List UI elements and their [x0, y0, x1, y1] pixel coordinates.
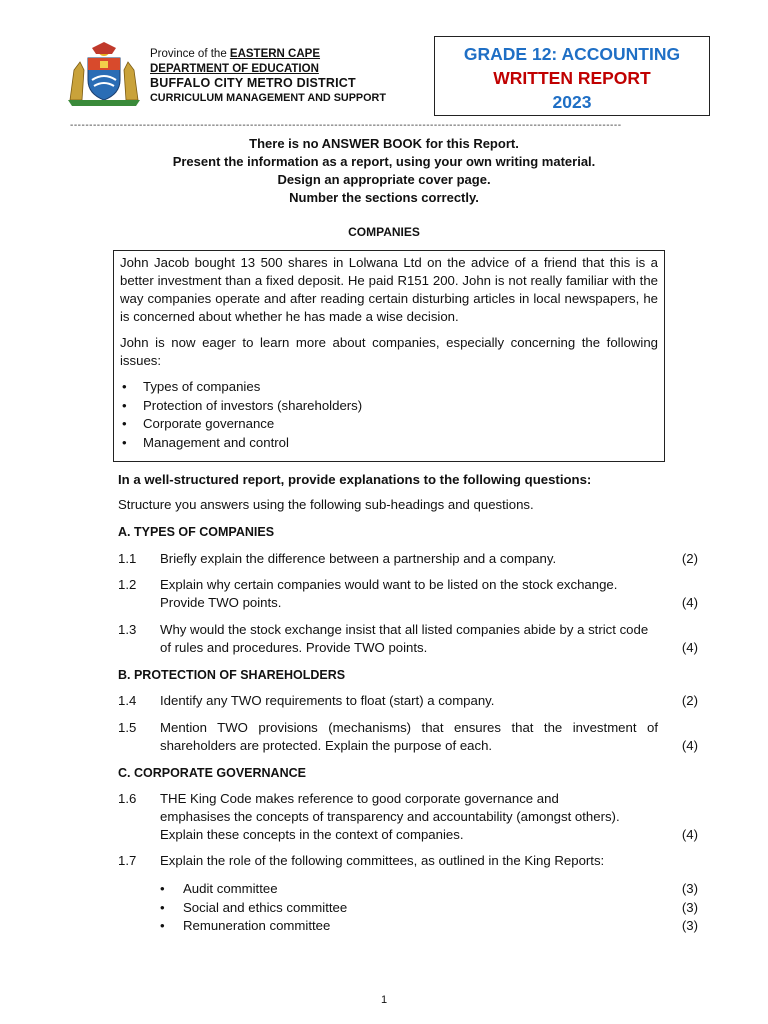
question-text: Explain why certain companies would want to be listed on the stock exchange. Provide TWO points.: [160, 577, 618, 610]
question-marks: (4): [681, 595, 698, 610]
list-item: • Corporate governance: [120, 415, 658, 434]
question-marks: (2): [681, 693, 698, 708]
question-text: Why would the stock exchange insist that all listed companies abide by a strict code of rules and procedures. Provide TWO points.: [160, 622, 649, 655]
question-1-2: [118, 576, 698, 612]
case-study-box: [113, 250, 665, 462]
question-number: 1.7: [118, 853, 137, 868]
committee-label: Remuneration committee: [183, 918, 331, 933]
list-item: • Protection of investors (shareholders): [120, 397, 658, 416]
question-text: Explain the role of the following committees, as outlined in the King Reports:: [160, 853, 605, 868]
instruction-heading: In a well-structured report, provide explanations to the following questions:: [118, 472, 592, 487]
grade-title: GRADE 12: ACCOUNTING: [463, 44, 681, 64]
question-number: 1.1: [118, 551, 137, 566]
list-item: • Types of companies: [120, 378, 658, 397]
question-number: 1.6: [118, 791, 137, 806]
page-number: 1: [380, 994, 388, 1006]
question-1-7: [118, 852, 698, 870]
case-paragraph-2: John is now eager to learn more about companies, especially concerning the following issues:: [120, 335, 658, 368]
question-text: Identify any TWO requirements to float (start) a company.: [160, 693, 495, 708]
report-title: WRITTEN REPORT: [493, 68, 651, 88]
intro-instructions: [0, 135, 768, 207]
coat-of-arms-icon: [64, 40, 144, 108]
question-number: 1.2: [118, 577, 137, 592]
committee-item: [118, 917, 698, 935]
case-paragraph-1: John Jacob bought 13 500 shares in Lolwana Ltd on the advice of a friend that this is a better investment than a fixed deposit. He paid R151 200. John is not really familiar with the way companies operate and after reading certain disturbing articles in local newspapers, he is concerned about whether he has made a wise decision.: [120, 255, 658, 324]
question-marks: (4): [681, 827, 698, 842]
question-number: 1.5: [118, 720, 137, 735]
district-line: BUFFALO CITY METRO DISTRICT: [150, 76, 356, 90]
question-1-4: [118, 692, 698, 710]
issues-list: [120, 378, 658, 452]
intro-line: Design an appropriate cover page.: [277, 172, 491, 187]
question-1-1: [118, 550, 698, 568]
question-number: 1.4: [118, 693, 137, 708]
bullet-icon: •: [122, 397, 127, 413]
bullet-icon: •: [122, 416, 127, 431]
bullet-icon: •: [122, 379, 127, 394]
department-line: DEPARTMENT OF EDUCATION: [150, 62, 319, 75]
province-line: Province of the EASTERN CAPE: [150, 48, 321, 60]
department-header: [150, 47, 386, 105]
committee-label: Audit committee: [183, 881, 278, 896]
section-c-heading: C. CORPORATE GOVERNANCE: [118, 766, 306, 780]
question-marks: (4): [681, 640, 698, 655]
section-a-heading: A. TYPES OF COMPANIES: [118, 525, 275, 539]
committee-marks: (3): [681, 900, 698, 915]
intro-line: There is no ANSWER BOOK for this Report.: [249, 136, 519, 151]
question-number: 1.3: [118, 622, 137, 637]
list-item: • Management and control: [120, 434, 658, 453]
committee-label: Social and ethics committee: [183, 900, 348, 915]
question-1-3: [118, 621, 698, 657]
bullet-icon: •: [160, 918, 165, 933]
structure-note: Structure you answers using the following sub-headings and questions.: [118, 497, 534, 512]
year-title: 2023: [552, 92, 592, 112]
section-title: COMPANIES: [348, 225, 420, 239]
question-1-5: [118, 719, 698, 755]
question-1-6: [118, 790, 698, 844]
committee-item: [118, 880, 698, 898]
question-text: THE King Code makes reference to good corporate governance and emphasises the concepts of transparency and accountability (amongst others). Explain these concepts in the context of companies.: [160, 791, 620, 842]
question-marks: (4): [681, 738, 698, 753]
intro-line: Present the information as a report, using your own writing material.: [172, 154, 596, 169]
unit-line: CURRICULUM MANAGEMENT AND SUPPORT: [150, 91, 386, 104]
divider-line: ------------------------------------------------------------------------------------------------------------------------------------------------: [70, 120, 622, 131]
question-text: Mention TWO provisions (mechanisms) that ensures that the investment of shareholders are protected. Explain the purpose of each.: [160, 720, 658, 753]
title-box: [434, 36, 710, 116]
intro-line: Number the sections correctly.: [289, 190, 479, 205]
bullet-icon: •: [122, 434, 127, 450]
bullet-icon: •: [160, 900, 165, 915]
question-marks: (2): [681, 551, 698, 566]
committee-item: [118, 899, 698, 917]
committee-marks: (3): [681, 918, 698, 933]
question-text: Briefly explain the difference between a partnership and a company.: [160, 551, 557, 566]
committee-marks: (3): [681, 881, 698, 896]
section-b-heading: B. PROTECTION OF SHAREHOLDERS: [118, 668, 346, 682]
bullet-icon: •: [160, 881, 165, 896]
